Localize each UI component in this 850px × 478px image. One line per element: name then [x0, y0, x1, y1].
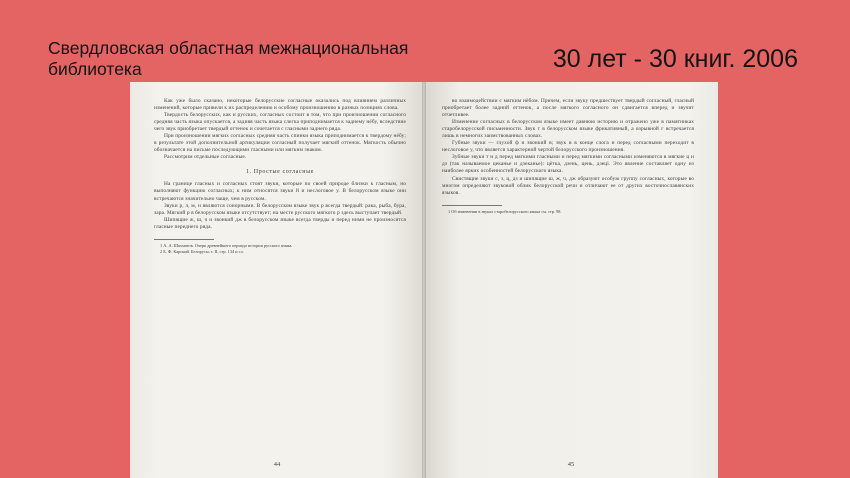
paragraph: Рассмотрим отдельные согласные. — [164, 154, 247, 161]
paragraph: Свистящие звуки с, з, ц, дз и шипящие ш, ж, ч, дж образуют особую группу согласных, которые во многом определяют звуковой облик белорусской речи и отличают ее от других восточнославянских языков. — [442, 175, 694, 196]
paragraph: Твердость белорусских, как и русских, согласных состоит в том, что при произношении согласного средняя часть языка опускается, а задняя часть языка слегка приподнимается к заднему нёбу, вследствие чего звук приобретает твердый оттенок и сочетается с гласными заднего ряда. — [154, 112, 406, 133]
footnote: 2 Б. Ф. Карский. Белорусы, т. II, стр. 134 и сл. — [160, 248, 244, 254]
open-book-photo — [130, 82, 718, 478]
book-spine-shadow — [422, 82, 426, 478]
paragraph: Как уже было сказано, некоторые белорусские согласные оказались под влиянием различных изменений, которые привели к их распределению и особому произношению в разных позициях слова. — [154, 98, 406, 112]
campaign-title: 30 лет - 30 книг. 2006 — [552, 45, 798, 73]
paragraph: Изменение согласных в белорусском языке имеет давнюю историю и отражено уже в памятниках старобелорусской письменности. Звук г в белорусском языке фрикативный, а взрывной г встречается лишь в немногих заимствованных словах. — [442, 119, 694, 140]
footnote: 1 Об изменении в звуках старобелорусского языка см. стр. 98. — [448, 208, 562, 214]
paragraph: При произношении мягких согласных средняя часть спинки языка приподнимается к твердому нёбу; в результате этой дополнительной артикуляции согласный получает мягкий оттенок. Мягкость обычно обозначается на письме последующими гласными или мягким знаком. — [154, 133, 406, 154]
footnote-divider — [442, 205, 502, 206]
book-page-left — [130, 82, 424, 478]
book-page-right — [424, 82, 718, 478]
library-name: Свердловская областная межнациональная библиотека — [48, 38, 409, 79]
paragraph: На границе гласных и согласных стоят звуки, которые по своей природе близки к гласным, но выполняют функцию согласных; к ним относятся звуки й и неслоговое у. В белорусском языке они встречаются значительно чаще, чем в русском. — [154, 181, 406, 202]
footnote-divider — [154, 239, 214, 240]
footnote: 1 А. А. Шахматов. Очерк древнейшего периода истории русского языка. — [160, 242, 293, 248]
section-title: 1. Простые согласные — [245, 169, 314, 176]
paragraph: Шипящие ж, ш, ч и звонкий дж в белорусском языке всегда тверды и перед ними не произносятся гласные переднего ряда. — [154, 216, 406, 230]
paragraph: Зубные звуки т и д перед мягкими гласными и перед мягкими согласными изменяются в мягкие ц и дз (так называемое цеканье и дзеканье): цётка, дзень, цень, дзеці. Это явление составляет одну из наиболее ярких особенностей белорусского языка. — [442, 154, 694, 175]
page-number-left: 44 — [273, 461, 281, 468]
page-number-right: 45 — [567, 461, 575, 468]
paragraph: во взаимодействии с мягким нёбом. Причем, если звуку предшествует твердый согласный, гласный приобретает более задний оттенок, а после мягкого согласного он сдвигается вперед и звучит отчетливее. — [442, 98, 694, 119]
paragraph: Звуки р, л, м, н являются сонорными. В белорусском языке звук р всегда твердый: рака, рыба, бура, зара. Мягкий р в белорусском языке отсутствует; на месте русского мягкого р здесь выступает твердый. — [154, 202, 406, 216]
paragraph: Губные звуки — глухой ф и звонкий в; звук в в конце слога и перед согласными переходит в неслоговое у, что является характерной чертой белорусского произношения. — [442, 140, 694, 154]
